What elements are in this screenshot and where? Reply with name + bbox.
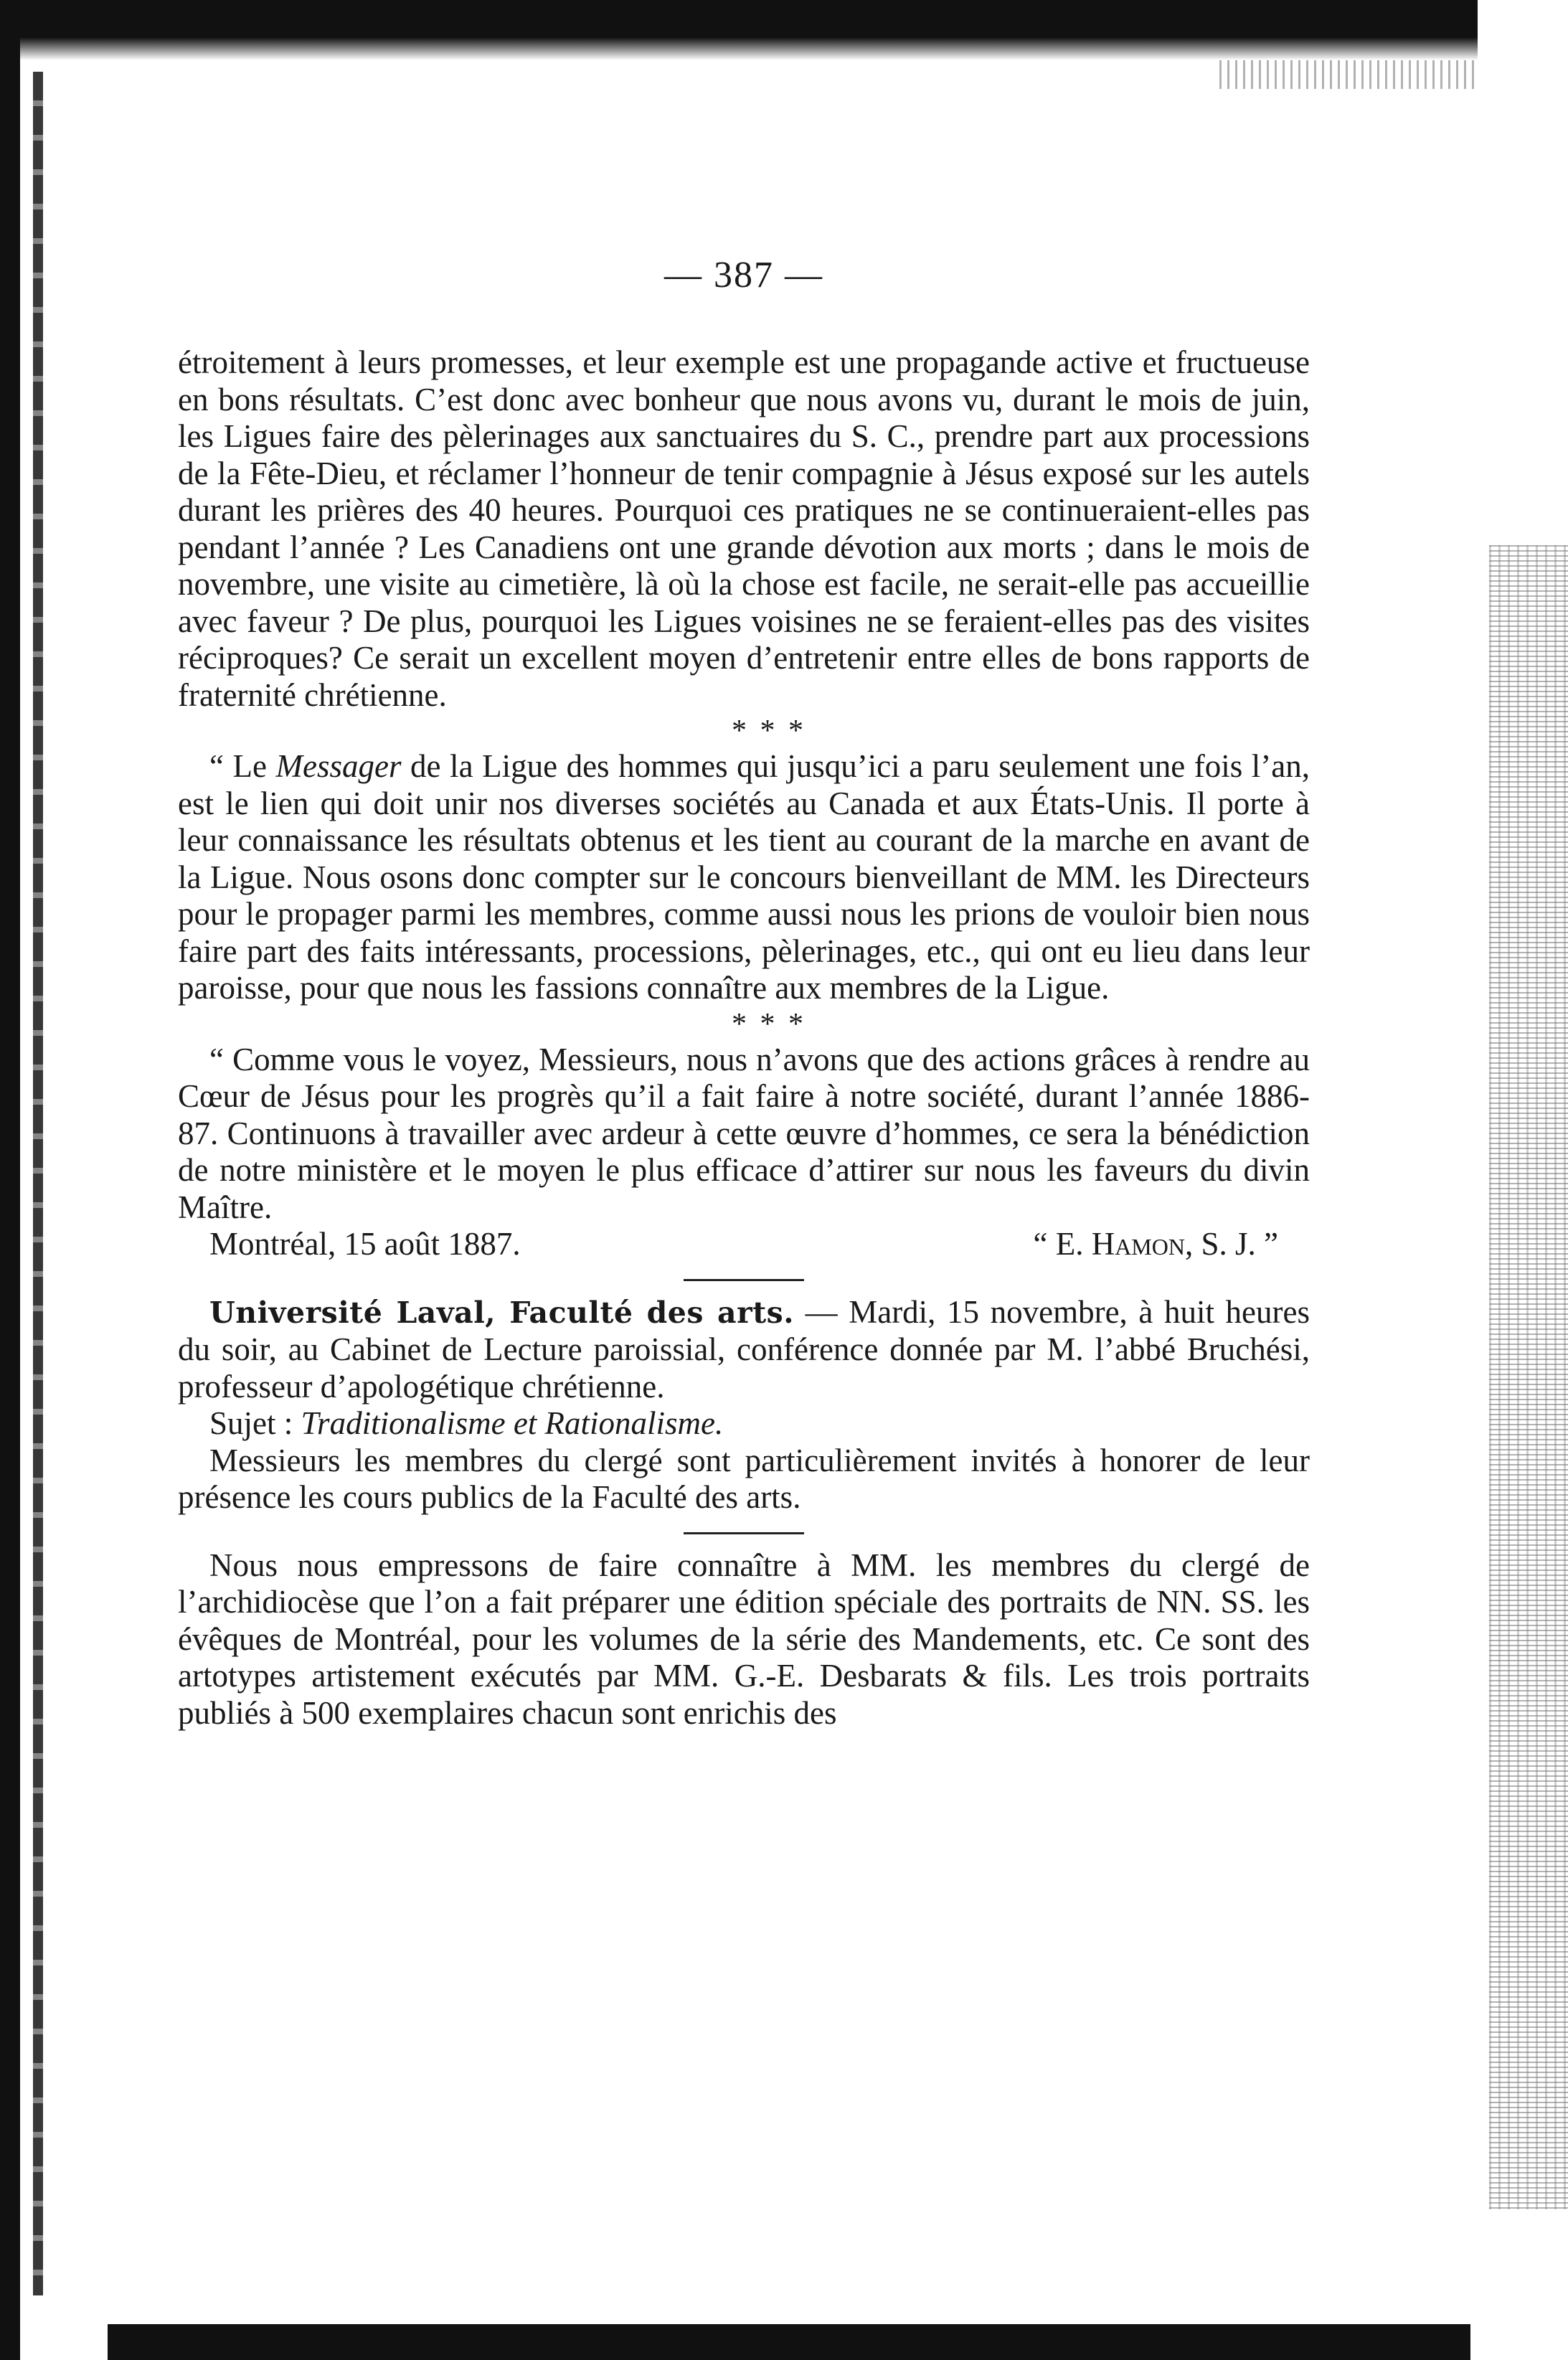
subject-line (178, 1405, 1310, 1443)
paragraph-portraits: Nous nous empressons de faire connaître à MM. les membres du clergé de l’archidiocèse que l’on a fait préparer une édition spéciale des portraits de NN. SS. les évêques de Montréal, pour les volumes de la série des Mandements, etc. Ce sont des artotypes artistement exécutés par MM. G.-E. Desbarats & fils. Les trois portraits publiés à 500 exemplaires chacun sont enrichis des (178, 1547, 1310, 1731)
signature-line (178, 1226, 1310, 1263)
paragraph-conclusion: “ Comme vous le voyez, Messieurs, nous n’avons que des actions grâces à rendre au Cœur de Jésus pour les progrès qu’il a fait faire à notre société, durant l’année 1886-87. Continuons à travailler avec ardeur à cette œuvre d’hommes, ce sera la bénédiction de notre ministère et le moyen le plus efficace d’attirer sur nous les faveurs du divin Maître. (178, 1041, 1310, 1225)
scan-edge-left (0, 0, 20, 2360)
paragraph-messager-text: de la Ligue des hommes qui jusqu’ici a paru seulement une fois l’an, est le lien qui doit unir nos diverses sociétés au Canada et aux États-Unis. Il porte à leur connaissance les résultats obtenus et les tient au courant de la marche en avant de la Ligue. Nous osons donc compter sur le concours bienveillant de MM. les Directeurs pour le propager parmi les membres, comme aussi nous les prions de vouloir bien nous faire part des faits intéressants, processions, pèlerinages, etc., qui ont eu lieu dans leur paroisse, pour que nous les fassions connaître aux membres de la Ligue. (178, 748, 1310, 1006)
page-binding-shadow (33, 72, 43, 2295)
signature-surname: Hamon (1091, 1226, 1185, 1262)
journal-title: Messager (275, 748, 402, 784)
subject-label: Sujet : (209, 1405, 301, 1441)
signature-name (1033, 1226, 1278, 1263)
subject-title: Traditionalisme et Rationalisme. (301, 1405, 724, 1441)
scan-noise-top (1219, 60, 1478, 89)
scan-noise-right (1489, 545, 1568, 2209)
scan-edge-top (0, 0, 1478, 60)
announcement-heading: Université Laval, Faculté des arts. (209, 1295, 795, 1330)
signature-order: , S. J. ” (1184, 1226, 1278, 1262)
signature-quote-open: “ E. (1033, 1226, 1092, 1262)
page-body (178, 344, 1310, 1732)
section-divider (684, 1532, 804, 1534)
paragraph-announcement (178, 1294, 1310, 1406)
paragraph-messager (178, 748, 1310, 1007)
paragraph-invitation: Messieurs les membres du clergé sont particulièrement invités à honorer de leur présence les cours publics de la Faculté des arts. (178, 1442, 1310, 1515)
section-separator-asterism: * * * (732, 1007, 806, 1041)
paragraph-ligues: étroitement à leurs promesses, et leur exemple est une propagande active et fructueuse en bons résultats. C’est donc avec bonheur que nous avons vu, durant le mois de juin, les Ligues faire des pèlerinages aux sanctuaires du S. C., prendre part aux processions de la Fête-Dieu, et réclamer l’honneur de tenir compagnie à Jésus exposé sur les autels durant les prières des 40 heures. Pourquoi ces pratiques ne se continueraient-elles pas pendant l’année ? Les Canadiens ont une grande dévotion aux morts ; dans le mois de novembre, une visite au cimetière, là où la chose est facile, ne serait-elle pas accueillie avec faveur ? De plus, pourquoi les Ligues voisines ne se feraient-elles pas des visites réciproques? Ce serait un excellent moyen d’entretenir entre elles de bons rapports de fraternité chrétienne. (178, 344, 1310, 713)
announcement-text: — Mardi, 15 novembre, à huit heures du soir, au Cabinet de Lecture paroissial, conférence donnée par M. l’abbé Bruchési, professeur d’apologétique chrétienne. (178, 1293, 1310, 1405)
quote-open: “ Le (209, 748, 276, 784)
page-number: — 387 — (664, 255, 823, 296)
signature-place-date: Montréal, 15 août 1887. (209, 1226, 521, 1262)
scan-edge-bottom (108, 2324, 1470, 2360)
section-divider (684, 1279, 804, 1281)
section-separator-asterism: * * * (732, 714, 806, 747)
